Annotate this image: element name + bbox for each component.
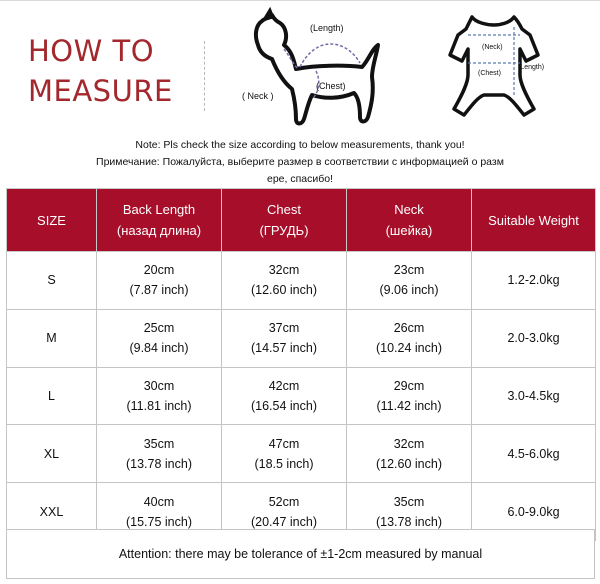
cell-weight: 4.5-6.0kg xyxy=(472,425,596,483)
dog-top-illustration xyxy=(430,11,560,127)
title-line-1: HOW TO xyxy=(28,34,155,68)
dog-side-illustration xyxy=(236,5,396,133)
table-row xyxy=(7,252,596,310)
top-length-label: (Length) xyxy=(518,64,545,71)
cell-neck: 29cm (11.42 inch) xyxy=(347,367,472,425)
note-russian-line-2: ере, спасибо! xyxy=(266,173,333,185)
header-suitable-weight: Suitable Weight xyxy=(472,189,596,252)
side-chest-label: (Chest) xyxy=(316,81,346,91)
header-chest: Chest (ГРУДЬ) xyxy=(222,189,347,252)
table-row xyxy=(7,367,596,425)
cell-back-length: 35cm (13.78 inch) xyxy=(97,425,222,483)
top-neck-label: (Neck) xyxy=(482,44,503,51)
note-english: Note: Pls check the size according to below measurements, thank you! xyxy=(135,139,465,151)
cell-back-length: 25cm (9.84 inch) xyxy=(97,309,222,367)
note-russian-line-1: Примечание: Пожалуйста, выберите размер в соответствии с информацией о разм xyxy=(96,156,504,168)
title-line-2: MEASURE xyxy=(28,74,173,108)
side-length-label: (Length) xyxy=(310,23,344,33)
cell-size: XL xyxy=(7,425,97,483)
cell-back-length: 40cm (15.75 inch) xyxy=(97,483,222,541)
top-chest-label: (Chest) xyxy=(478,70,501,77)
table-row xyxy=(7,309,596,367)
cell-chest: 42cm (16.54 inch) xyxy=(222,367,347,425)
cell-chest: 32cm (12.60 inch) xyxy=(222,252,347,310)
size-chart-table xyxy=(6,188,596,541)
dog-top-diagram xyxy=(430,11,560,132)
cell-size: XXL xyxy=(7,483,97,541)
page-title xyxy=(28,31,198,111)
dog-side-diagram xyxy=(236,5,396,138)
header-back-length: Back Length (назад длина) xyxy=(97,189,222,252)
cell-back-length: 20cm (7.87 inch) xyxy=(97,252,222,310)
cell-weight: 1.2-2.0kg xyxy=(472,252,596,310)
cell-weight: 3.0-4.5kg xyxy=(472,367,596,425)
cell-neck: 32cm (12.60 inch) xyxy=(347,425,472,483)
header-neck: Neck (шейка) xyxy=(347,189,472,252)
size-note xyxy=(0,136,600,188)
cell-neck: 26cm (10.24 inch) xyxy=(347,309,472,367)
cell-size: S xyxy=(7,252,97,310)
cell-neck: 35cm (13.78 inch) xyxy=(347,483,472,541)
cell-size: M xyxy=(7,309,97,367)
cell-back-length: 30cm (11.81 inch) xyxy=(97,367,222,425)
table-row xyxy=(7,425,596,483)
cell-chest: 52cm (20.47 inch) xyxy=(222,483,347,541)
side-neck-label: ( Neck ) xyxy=(242,91,274,101)
table-header-row xyxy=(7,189,596,252)
header-size: SIZE xyxy=(7,189,97,252)
cell-neck: 23cm (9.06 inch) xyxy=(347,252,472,310)
cell-weight: 2.0-3.0kg xyxy=(472,309,596,367)
cell-chest: 37cm (14.57 inch) xyxy=(222,309,347,367)
cell-weight: 6.0-9.0kg xyxy=(472,483,596,541)
title-divider xyxy=(204,41,205,111)
attention-note: Attention: there may be tolerance of ±1-2cm measured by manual xyxy=(6,529,595,579)
cell-chest: 47cm (18.5 inch) xyxy=(222,425,347,483)
header-banner xyxy=(0,0,600,136)
cell-size: L xyxy=(7,367,97,425)
